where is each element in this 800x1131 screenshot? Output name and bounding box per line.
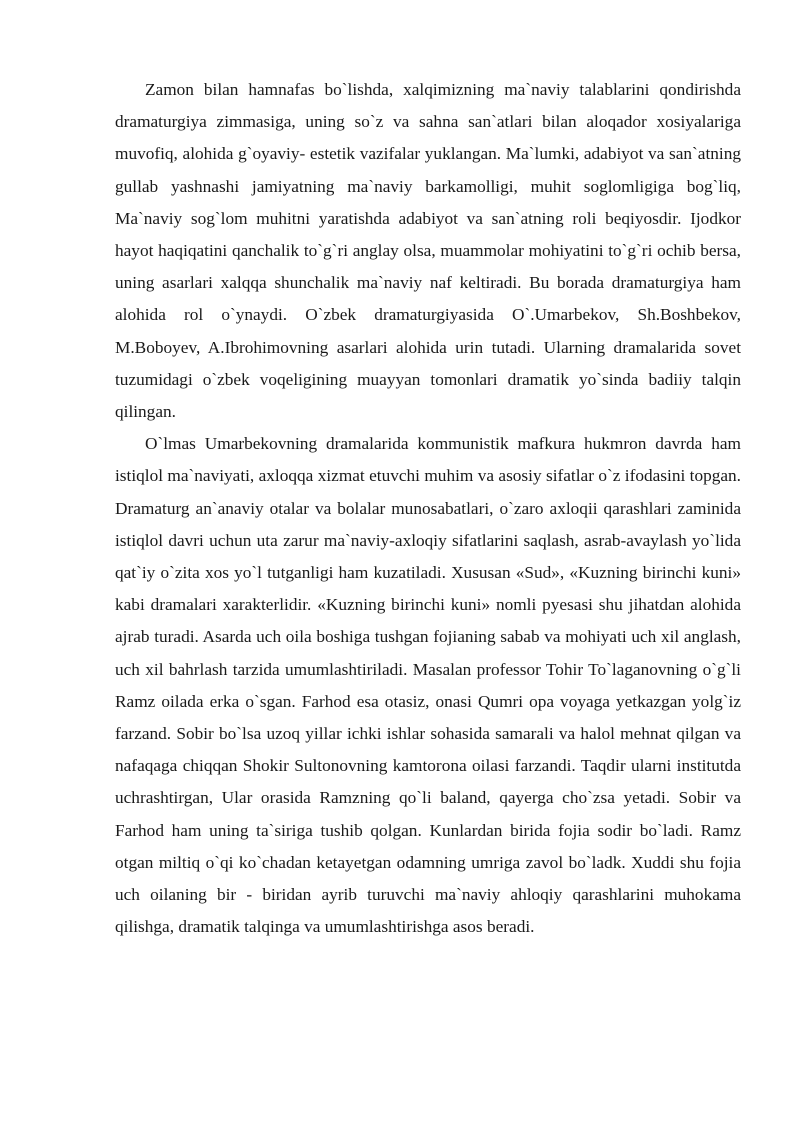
- paragraph-2: O`lmas Umarbekovning dramalarida kommunistik mafkura hukmron davrda ham istiqlol ma`naviyati, axloqqa xizmat etuvchi muhim va asosiy sifatlar o`z ifodasini topgan. Dramaturg an`anaviy otalar va bolalar munosabatlari, o`zaro axloqii qarashlari zaminida istiqlol davri uchun uta zarur ma`naviy-axloqiy sifatlarini saqlash, asrab-avaylash yo`lida qat`iy o`zita xos yo`l tutganligi ham kuzatiladi. Xususan «Sud», «Kuzning birinchi kuni» kabi dramalari xarakterlidir. «Kuzning birinchi kuni» nomli pyesasi shu jihatdan alohida ajrab turadi. Asarda uch oila boshiga tushgan fojianing sabab va mohiyati uch xil anglash, uch xil bahrlash tarzida umumlashtiriladi. Masalan professor Tohir To`laganovning o`g`li Ramz oilada erka o`sgan. Farhod esa otasiz, onasi Qumri opa voyaga yetkazgan yolg`iz farzand. Sobir bo`lsa uzoq yillar ichki ishlar sohasida samarali va halol mehnat qilgan va nafaqaga chiqqan Shokir Sultonovning kamtorona oilasi farzandi. Taqdir ularni institutda uchrashtirgan, Ular orasida Ramzning qo`li baland, qayerga cho`zsa yetadi. Sobir va Farhod ham uning ta`siriga tushib qolgan. Kunlardan birida fojia sodir bo`ladi. Ramz otgan miltiq o`qi ko`chadan ketayetgan odamning umriga zavol bo`ladk. Xuddi shu fojia uch oilaning bir - biridan ayrib turuvchi ma`naviy ahloqiy qarashlarini muhokama qilishga, dramatik talqinga va umumlashtirishga asos beradi.: [115, 434, 741, 937]
- paragraph-1: Zamon bilan hamnafas bo`lishda, xalqimizning ma`naviy talablarini qondirishda dramaturgiya zimmasiga, uning so`z va sahna san`atlari bilan aloqador xosiyalariga muvofiq, alohida g`oyaviy- estetik vazifalar yuklangan. Ma`lumki, adabiyot va san`atning gullab yashnashi jamiyatning ma`naviy barkamolligi, muhit soglomligiga bog`liq, Ma`naviy sog`lom muhitni yaratishda adabiyot va san`atning roli beqiyosdir. Ijodkor hayot haqiqatini qanchalik to`g`ri anglay olsa, muammolar mohiyatini to`g`ri ochib bersa, uning asarlari xalqqa shunchalik ma`naviy naf keltiradi. Bu borada dramaturgiya ham alohida rol o`ynaydi. O`zbek dramaturgiyasida O`.Umarbekov, Sh.Boshbekov, M.Boboyev, A.Ibrohimovning asarlari alohida urin tutadi. Ularning dramalarida sovet tuzumidagi o`zbek voqeligining muayyan tomonlari dramatik yo`sinda badiiy talqin qilingan.: [115, 80, 741, 422]
- document-page: [115, 74, 741, 943]
